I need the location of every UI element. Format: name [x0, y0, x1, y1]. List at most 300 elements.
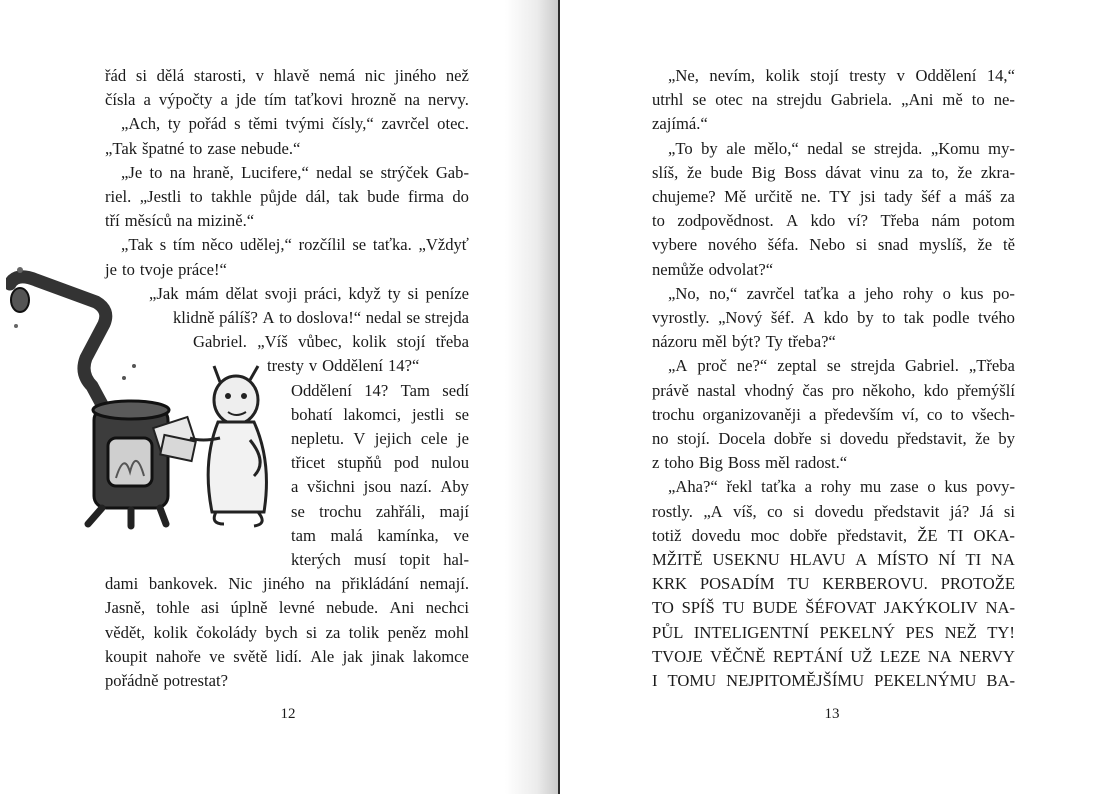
word: „Ani	[901, 90, 934, 110]
word: starosti,	[193, 66, 246, 85]
word: Třeba	[880, 211, 920, 231]
word: Nebo	[809, 235, 846, 255]
word: představit,	[897, 429, 967, 448]
word: TU	[722, 598, 745, 618]
word: čokolády	[196, 622, 257, 642]
word: Gab-	[435, 162, 469, 182]
word: nervy.	[428, 90, 469, 110]
left-page	[0, 0, 558, 794]
word: šéfa.	[767, 235, 799, 255]
word: strejdu	[776, 90, 822, 110]
word: to,	[931, 162, 949, 182]
word: práci,	[304, 283, 342, 303]
word: my-	[988, 138, 1015, 158]
word: kolik	[153, 622, 188, 642]
word: povy-	[976, 477, 1015, 497]
text-line	[291, 403, 469, 427]
word: mělo,“	[754, 138, 799, 158]
word: se	[406, 308, 421, 327]
word: s	[159, 235, 167, 255]
word: trochu	[652, 404, 695, 424]
word: v	[896, 66, 905, 85]
text-line	[121, 233, 469, 257]
word: dovedu	[691, 525, 741, 545]
word: nechci	[425, 598, 469, 618]
text-line	[668, 282, 1015, 306]
word: nazí.	[399, 477, 432, 497]
word: tak	[338, 187, 359, 206]
word: MÍSTO	[877, 550, 929, 569]
text-line	[652, 427, 1015, 451]
word: čísly,“	[332, 114, 374, 134]
word: než	[445, 66, 469, 85]
word: co	[767, 501, 783, 521]
word: a	[143, 90, 151, 110]
word: „Tak	[121, 235, 154, 255]
word: řekl	[726, 477, 753, 497]
word: se	[291, 501, 305, 521]
word: „No,	[668, 283, 700, 303]
word: strejda	[850, 356, 895, 376]
word: TVOJE	[652, 646, 703, 666]
word: KRK	[652, 574, 688, 594]
word: TY!	[987, 622, 1015, 642]
word: „Ach,	[121, 114, 161, 134]
word: lakomci,	[343, 404, 402, 424]
word: čísla	[105, 90, 136, 110]
word: bude	[710, 162, 743, 182]
word: USEKNU	[712, 550, 780, 569]
word: si	[793, 501, 805, 521]
word: otec	[715, 90, 743, 110]
word: se	[826, 356, 841, 376]
word: cele	[420, 429, 448, 448]
text-line	[652, 233, 1015, 257]
word: OKA-	[973, 525, 1015, 545]
text-line	[652, 379, 1015, 403]
word: měsíců	[124, 211, 172, 231]
text-line	[105, 209, 469, 233]
word: nemá	[319, 66, 356, 85]
word: tvoje	[139, 259, 174, 279]
word: POSADÍM	[699, 574, 775, 594]
word: klidně	[173, 308, 215, 327]
text-line	[652, 306, 1015, 330]
word: rozčílil	[298, 235, 346, 255]
word: NA	[990, 550, 1015, 569]
word: PŮL	[652, 622, 684, 642]
word: do	[452, 187, 469, 206]
word: taťkovi	[294, 90, 344, 110]
word: peníze	[425, 283, 469, 303]
word: představit	[873, 501, 940, 521]
word: těmi	[248, 114, 278, 134]
word: to	[279, 308, 292, 327]
word: dami	[105, 574, 139, 594]
word: jiného	[394, 66, 437, 85]
word: Boss	[784, 162, 817, 182]
word: MŽITĚ	[652, 550, 703, 569]
word: bankovek.	[148, 574, 218, 594]
word: za	[908, 162, 923, 182]
text-line	[652, 112, 1015, 136]
word: a	[220, 90, 228, 110]
word: víš,	[733, 501, 757, 521]
word: půjde	[260, 187, 298, 206]
word: TY	[829, 187, 852, 206]
word: „Jestli	[139, 187, 182, 206]
word: lidí.	[275, 646, 302, 666]
word: Mě	[724, 187, 747, 206]
word: taťka.	[372, 235, 412, 255]
word: určitě	[754, 187, 793, 206]
word: vyrostly.	[652, 308, 710, 327]
word: tohle	[156, 598, 190, 618]
word: myslíš,	[919, 235, 967, 255]
word: jestli	[411, 404, 445, 424]
word: kdo	[810, 211, 836, 231]
word: I	[652, 671, 658, 690]
word: s	[234, 114, 241, 134]
word: na	[169, 162, 186, 182]
text-line	[291, 500, 469, 524]
word: třicet	[291, 453, 326, 473]
word: NA-	[985, 598, 1015, 618]
word: čas	[802, 380, 824, 400]
page-number: 13	[824, 706, 840, 722]
word: když	[348, 283, 381, 303]
word: odvolat?“	[708, 259, 774, 279]
word: „Třeba	[968, 356, 1015, 376]
word: šéf.	[770, 308, 795, 327]
text-line	[105, 64, 469, 88]
word: svoji	[264, 283, 298, 303]
word: nulou	[431, 453, 469, 473]
word: radost.“	[795, 453, 848, 473]
word: firma	[407, 187, 444, 206]
word: ŽE	[917, 525, 938, 545]
word: o	[942, 283, 951, 303]
word: hlavě	[273, 66, 310, 85]
word: a	[804, 477, 813, 497]
word: že	[687, 162, 702, 182]
word: je	[105, 259, 117, 279]
word: jejich	[374, 429, 412, 448]
word: tě	[1002, 235, 1015, 255]
word: v	[255, 66, 264, 85]
word: peněz	[387, 622, 427, 642]
word: tvými	[285, 114, 325, 134]
word: nic	[364, 66, 386, 85]
word: Big	[698, 453, 723, 473]
word: podle	[932, 308, 970, 327]
word: tří	[105, 211, 120, 231]
word: ve	[453, 525, 469, 545]
word: by	[998, 429, 1015, 448]
word: organizovaněji	[702, 404, 801, 424]
word: musí	[354, 550, 387, 569]
text-line	[668, 64, 1015, 88]
word: PEKELNÝ	[819, 622, 896, 642]
word: stojí.	[677, 429, 710, 448]
word: TI	[965, 550, 982, 569]
word: A	[855, 550, 868, 569]
word: hrozně	[351, 90, 397, 110]
word: mu	[860, 477, 882, 497]
word: vědět,	[105, 622, 146, 642]
word: se	[455, 404, 469, 424]
word: hal-	[443, 550, 469, 569]
word: zavrčel	[381, 114, 430, 134]
word: že	[977, 235, 993, 255]
text-line	[105, 596, 469, 620]
word: někoho,	[862, 380, 916, 400]
word: Ty	[765, 332, 783, 352]
word: riel.	[105, 187, 132, 206]
word: pro	[831, 380, 854, 400]
word: si	[135, 66, 147, 85]
word: strejda.	[873, 138, 923, 158]
word: ve	[209, 646, 225, 666]
word: NEŽ	[944, 622, 977, 642]
word: „Je	[121, 162, 143, 182]
word: tady	[884, 187, 913, 206]
word: potom	[972, 211, 1015, 231]
word: pořád	[188, 114, 227, 134]
word: si	[407, 283, 419, 303]
word: tresty	[267, 356, 304, 376]
word: nastal	[697, 380, 736, 400]
word: mají	[439, 501, 469, 521]
word: že	[957, 162, 973, 182]
word: rohy	[902, 283, 934, 303]
word: trochu	[319, 501, 362, 521]
word: v	[308, 356, 318, 376]
word: to	[652, 211, 665, 231]
word: Ani	[389, 598, 415, 618]
word: nám	[931, 211, 961, 231]
word: „To	[668, 138, 693, 158]
word: bude	[367, 187, 400, 206]
word: mizině.“	[197, 211, 255, 231]
word: to	[189, 138, 203, 158]
word: Gabriela.	[830, 90, 893, 110]
word: PES	[905, 622, 935, 642]
word: dovedu	[839, 429, 889, 448]
word: BUDE	[752, 598, 798, 618]
text-line	[668, 475, 1015, 499]
word: „Víš	[257, 332, 288, 352]
word: INTELIGENTNÍ	[693, 622, 810, 642]
text-line	[652, 258, 1015, 282]
word: názoru	[652, 332, 698, 352]
word: všichni	[307, 477, 355, 497]
word: zahřáli,	[375, 501, 426, 521]
word: ví,	[901, 404, 919, 424]
word: se	[851, 138, 866, 158]
text-line	[173, 306, 469, 330]
text-line	[652, 572, 1015, 596]
word: dobře	[773, 429, 812, 448]
text-line	[652, 500, 1015, 524]
word: zase	[890, 477, 919, 497]
text-line	[652, 403, 1015, 427]
right-page	[560, 0, 1119, 794]
word: něco	[201, 235, 234, 255]
word: Oddělení	[915, 66, 977, 85]
word: Gabriel.	[193, 332, 247, 352]
word: taťka	[761, 477, 796, 497]
word: především	[824, 404, 894, 424]
word: mohl	[434, 622, 469, 642]
word: stojí	[396, 332, 426, 352]
text-line	[652, 669, 1015, 693]
word: kolik	[352, 332, 387, 352]
word: práce!“	[178, 259, 227, 279]
word: to	[950, 404, 964, 424]
text-line	[267, 354, 469, 378]
word: nahoře	[155, 646, 201, 666]
word: LEZE	[879, 646, 921, 666]
word: dobře	[789, 525, 828, 545]
word: tolik	[348, 622, 380, 642]
word: SPÍŠ	[681, 598, 715, 618]
word: KERBEROVU.	[822, 574, 928, 594]
text-line	[652, 524, 1015, 548]
word: „Ne,	[668, 66, 699, 85]
text-line	[105, 137, 469, 161]
word: A	[786, 211, 799, 231]
word: Boss	[727, 453, 761, 473]
word: chujeme?	[652, 187, 716, 206]
word: potrestat?	[163, 671, 228, 690]
word: „Nový	[718, 308, 763, 327]
word: zavrčel	[746, 283, 795, 303]
word: proč	[697, 356, 727, 376]
word: tvého	[978, 308, 1015, 327]
gutter-shadow	[505, 0, 558, 794]
word: by	[701, 138, 718, 158]
text-line	[105, 621, 469, 645]
word: zeptal	[777, 356, 817, 376]
text-line	[652, 596, 1015, 620]
page-number: 12	[280, 706, 296, 722]
word: máš	[964, 187, 992, 206]
word: všech-	[971, 404, 1015, 424]
word: UŽ	[850, 646, 873, 666]
word: TU	[787, 574, 810, 594]
word: že	[975, 429, 990, 448]
word: Já	[979, 501, 994, 521]
word: řád	[105, 66, 127, 85]
word: PROTOŽE	[940, 574, 1015, 594]
word: jiného	[263, 574, 305, 594]
word: REPTÁNÍ	[772, 646, 843, 666]
word: TI	[947, 525, 964, 545]
word: právě	[652, 380, 689, 400]
word: špatné	[142, 138, 185, 158]
word: na	[404, 90, 420, 110]
word: vůbec,	[298, 332, 342, 352]
word: ale	[726, 138, 746, 158]
word: měl	[765, 453, 791, 473]
word: dělat	[225, 283, 258, 303]
word: „Komu	[930, 138, 980, 158]
text-line	[291, 427, 469, 451]
word: „Tak	[105, 138, 138, 158]
word: dělá	[156, 66, 185, 85]
text-line	[105, 669, 469, 693]
word: A	[262, 308, 275, 327]
word: hraně,	[192, 162, 234, 182]
word: udělej,“	[239, 235, 292, 255]
word: kus	[960, 283, 984, 303]
word: stupňů	[337, 453, 382, 473]
word: tam	[291, 525, 316, 545]
word: a	[291, 477, 299, 497]
word: to	[882, 308, 896, 327]
word: si	[306, 622, 318, 642]
word: si	[856, 235, 868, 255]
word: bohatí	[291, 404, 333, 424]
word: Oddělení	[291, 380, 352, 400]
word: „Jak	[149, 283, 179, 303]
text-line	[121, 161, 469, 185]
word: kolik	[765, 66, 800, 85]
word: ŠÉFOVAT	[805, 598, 876, 618]
text-line	[668, 354, 1015, 378]
word: asi	[200, 598, 220, 618]
word: HLAVU	[789, 550, 846, 569]
word: jsi	[859, 187, 876, 206]
word: „A	[668, 356, 688, 376]
word: Aby	[440, 477, 469, 497]
word: nepletu.	[291, 429, 344, 448]
word: vhodný	[744, 380, 795, 400]
word: kus	[944, 477, 968, 497]
word: stojí	[810, 66, 839, 85]
word: já?	[949, 501, 970, 521]
word: NEJPITOMĚJŠÍMU	[726, 671, 865, 690]
text-line	[668, 137, 1015, 161]
word: takhle	[211, 187, 252, 206]
word: Jasně,	[105, 598, 146, 618]
text-line	[105, 185, 469, 209]
text-line	[291, 379, 469, 403]
word: zase	[207, 138, 236, 158]
word: ne.	[800, 187, 821, 206]
word: PEKELNÝMU	[874, 671, 977, 690]
word: nemůže	[652, 259, 704, 279]
word: být?	[732, 332, 761, 352]
text-line	[105, 88, 469, 112]
word: a	[848, 283, 856, 303]
text-line	[652, 161, 1015, 185]
word: a	[808, 404, 817, 424]
word: na	[751, 90, 768, 110]
text-line	[652, 451, 1015, 475]
text-line	[652, 548, 1015, 572]
text-line	[652, 645, 1015, 669]
word: nedal	[807, 138, 844, 158]
word: Nic	[228, 574, 253, 594]
word: sedí	[442, 380, 469, 400]
word: to	[121, 259, 135, 279]
text-line	[652, 88, 1015, 112]
word: se	[352, 235, 367, 255]
word: strejda	[424, 308, 469, 327]
text-line	[652, 621, 1015, 645]
